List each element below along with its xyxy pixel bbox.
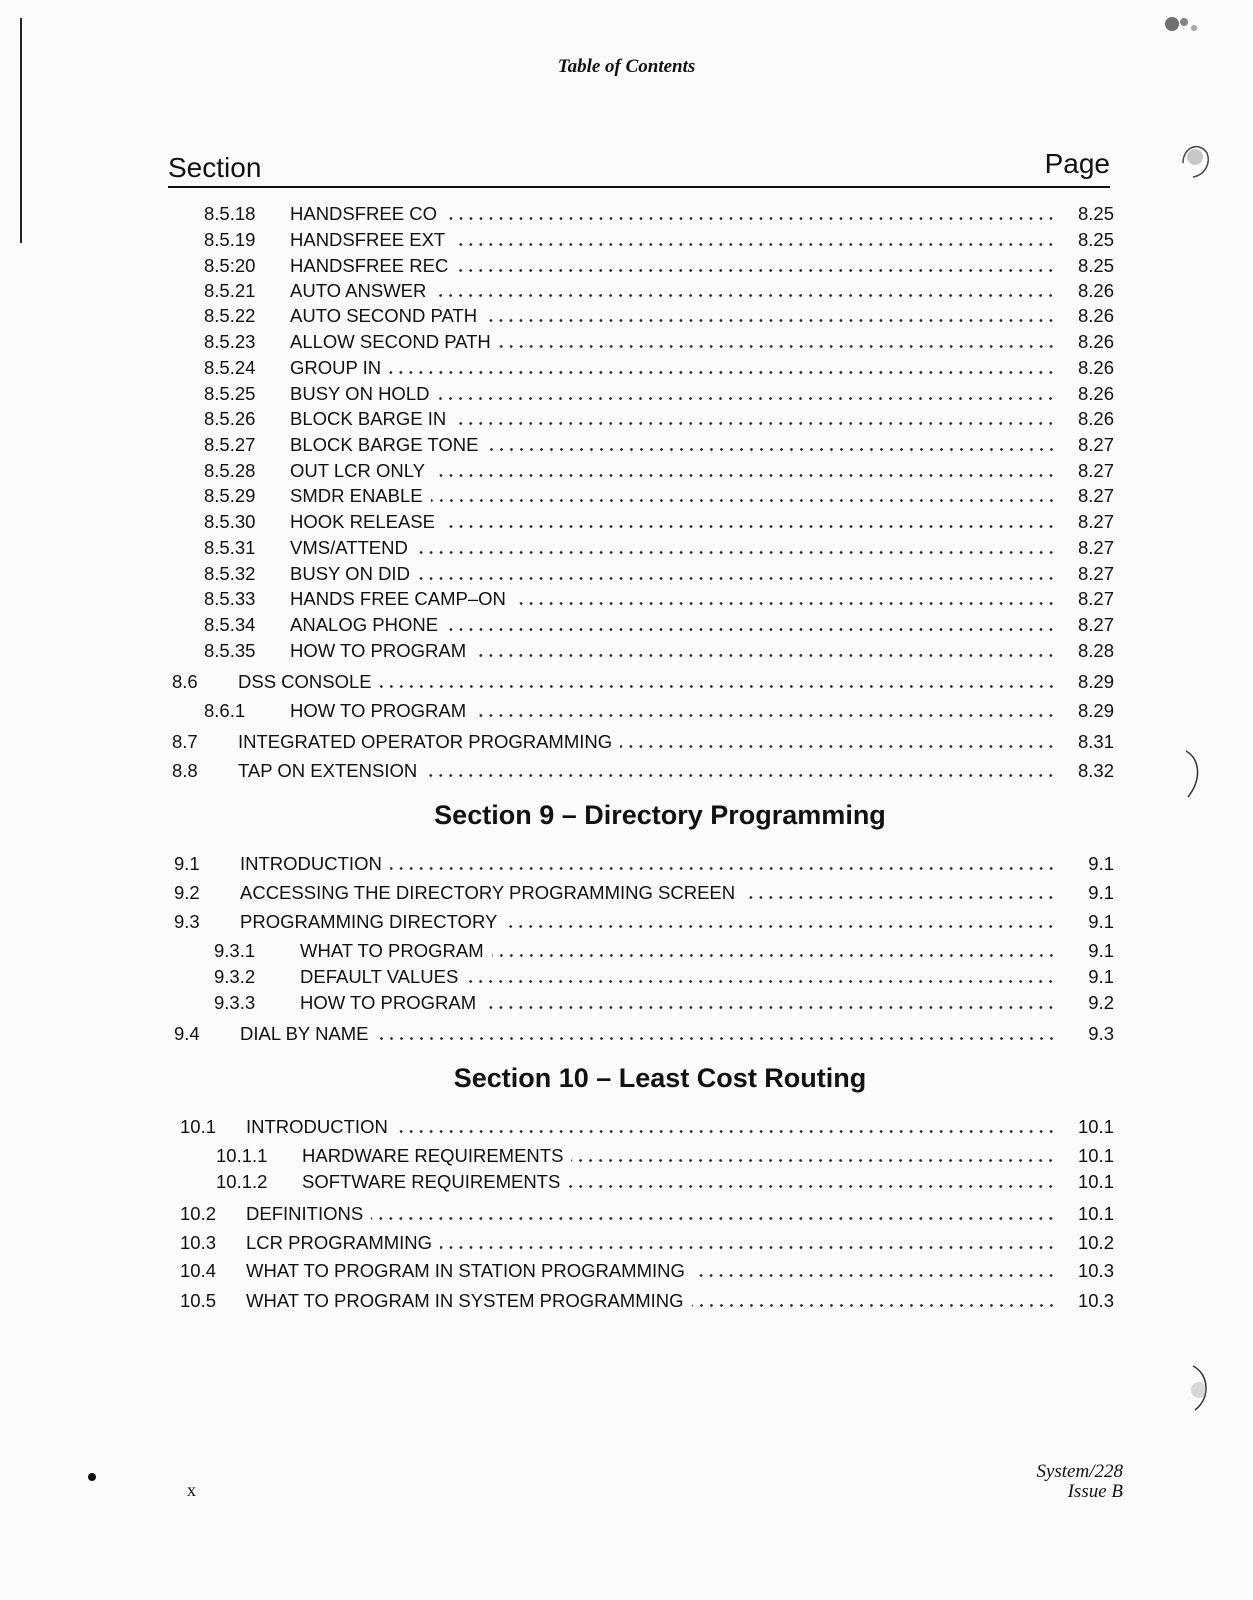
entry-number: 10.3	[180, 1232, 217, 1253]
dot-leader	[433, 473, 1056, 478]
toc-entry	[204, 302, 1114, 326]
entry-number: 8.7	[172, 731, 198, 752]
entry-title: TAP ON EXTENSION	[238, 760, 418, 781]
entry-title: BUSY ON HOLD	[290, 383, 430, 404]
entry-title: HOOK RELEASE	[290, 511, 435, 532]
entry-number: 10.5	[180, 1290, 217, 1311]
entry-number: 9.3.1	[214, 940, 256, 961]
entry-page: 10.2	[1077, 1232, 1114, 1253]
toc-entry	[204, 328, 1114, 352]
entry-number: 8.5.32	[204, 563, 256, 584]
toc-entry	[214, 989, 1114, 1013]
entry-page: 8.31	[1077, 731, 1114, 752]
entry-number: 8.5.30	[204, 511, 256, 532]
entry-title: INTEGRATED OPERATOR PROGRAMMING	[238, 731, 613, 752]
entry-title: WHAT TO PROGRAM IN STATION PROGRAMMING	[246, 1260, 685, 1281]
entry-page: 8.27	[1077, 614, 1114, 635]
entry-number: 8.8	[172, 760, 198, 781]
dot-leader	[499, 344, 1056, 349]
entry-page: 8.25	[1077, 203, 1114, 224]
entry-number: 9.3	[174, 911, 200, 932]
entry-title: HOW TO PROGRAM	[290, 640, 467, 661]
entry-number: 10.1	[180, 1116, 217, 1137]
entry-page: 8.28	[1077, 640, 1114, 661]
entry-title: AUTO SECOND PATH	[290, 305, 478, 326]
dot-leader	[492, 953, 1056, 958]
dot-leader	[571, 1158, 1056, 1163]
entry-page: 10.1	[1077, 1116, 1114, 1137]
entry-number: 8.5.18	[204, 203, 256, 224]
dot-leader	[453, 242, 1056, 247]
entry-title: GROUP IN	[290, 357, 382, 378]
toc-entry	[204, 508, 1114, 532]
entry-title: DEFINITIONS	[246, 1203, 364, 1224]
entry-number: 9.3.3	[214, 992, 256, 1013]
entry-title: ALLOW SECOND PATH	[290, 331, 491, 352]
entry-title: HARDWARE REQUIREMENTS	[302, 1145, 564, 1166]
entry-title: HANDS FREE CAMP–ON	[290, 588, 506, 609]
entry-title: VMS/ATTEND	[290, 537, 408, 558]
dot-leader	[425, 773, 1056, 778]
entry-number: 8.5.26	[204, 408, 256, 429]
entry-page: 9.1	[1088, 940, 1114, 961]
entry-page: 8.26	[1077, 280, 1114, 301]
entry-page: 8.27	[1077, 537, 1114, 558]
entry-number: 8.5.25	[204, 383, 256, 404]
entry-title: OUT LCR ONLY	[290, 460, 426, 481]
entry-number: 9.2	[174, 882, 200, 903]
dot-leader	[440, 1245, 1056, 1250]
entry-number: 8.5.34	[204, 614, 256, 635]
toc-entry	[204, 534, 1114, 558]
section-9-heading: Section 9 – Directory Programming	[434, 800, 886, 830]
toc-entry	[204, 560, 1114, 584]
section-column-label: Section	[168, 152, 262, 183]
entry-title: BLOCK BARGE IN	[290, 408, 447, 429]
dot-leader	[505, 924, 1056, 929]
entry-number: 8.5.22	[204, 305, 256, 326]
entry-page: 8.26	[1077, 305, 1114, 326]
binder-edge-line	[20, 18, 22, 243]
entry-number: 10.1.1	[216, 1145, 268, 1166]
entry-title: HANDSFREE REC	[290, 255, 449, 276]
entry-page: 8.27	[1077, 563, 1114, 584]
dot-leader	[443, 524, 1056, 529]
entry-page: 8.26	[1077, 408, 1114, 429]
toc-entry	[214, 937, 1114, 961]
dot-leader	[474, 653, 1056, 658]
entry-title: WHAT TO PROGRAM	[300, 940, 484, 961]
dot-leader	[485, 318, 1056, 323]
toc-entry	[180, 1113, 1114, 1137]
dot-leader	[390, 866, 1056, 871]
dot-leader	[454, 421, 1056, 426]
dot-leader	[431, 498, 1056, 503]
toc-entry	[204, 637, 1114, 661]
entry-number: 8.5.29	[204, 485, 256, 506]
entry-page: 8.25	[1077, 255, 1114, 276]
entry-number: 8.6	[172, 671, 198, 692]
entry-title: HANDSFREE EXT	[290, 229, 446, 250]
entry-number: 8.5.28	[204, 460, 256, 481]
entry-page: 8.27	[1077, 588, 1114, 609]
dot-leader	[434, 293, 1056, 298]
entry-page: 10.3	[1077, 1260, 1114, 1281]
dot-leader	[396, 1129, 1056, 1134]
entry-number: 8.5.33	[204, 588, 256, 609]
dot-leader	[416, 550, 1056, 555]
toc-entry	[204, 200, 1114, 224]
entry-page: 8.32	[1077, 760, 1114, 781]
toc-entry	[204, 354, 1114, 378]
entry-title: LCR PROGRAMMING	[246, 1232, 433, 1253]
toc-entry	[204, 482, 1114, 506]
entry-page: 9.2	[1088, 992, 1114, 1013]
toc-entry	[204, 226, 1114, 250]
entry-page: 8.27	[1077, 460, 1114, 481]
dot-leader	[568, 1184, 1056, 1189]
entry-number: 10.1.2	[216, 1171, 268, 1192]
entry-title: BUSY ON DID	[290, 563, 410, 584]
entry-number: 8.5:20	[204, 255, 256, 276]
entry-title: AUTO ANSWER	[290, 280, 427, 301]
entry-number: 8.6.1	[204, 700, 246, 721]
entry-number: 8.5.23	[204, 331, 256, 352]
entry-number: 8.5.21	[204, 280, 256, 301]
entry-title: BLOCK BARGE TONE	[290, 434, 479, 455]
toc-entry	[204, 585, 1114, 609]
document-id	[1036, 1462, 1123, 1502]
toc-entry	[216, 1168, 1114, 1192]
toc-entry	[180, 1287, 1114, 1311]
dot-leader	[620, 744, 1056, 749]
entry-number: 8.5.27	[204, 434, 256, 455]
toc-entry	[204, 252, 1114, 276]
dot-leader	[437, 396, 1056, 401]
dot-leader	[418, 576, 1056, 581]
entry-title: WHAT TO PROGRAM IN SYSTEM PROGRAMMING	[246, 1290, 684, 1311]
section-10-heading: Section 10 – Least Cost Routing	[453, 1063, 867, 1093]
entry-title: INTRODUCTION	[240, 853, 382, 874]
entry-page: 9.1	[1088, 911, 1114, 932]
entry-title: HOW TO PROGRAM	[290, 700, 467, 721]
toc-entry	[180, 1200, 1114, 1224]
dot-leader	[484, 1005, 1056, 1010]
product-name: System/228	[1036, 1461, 1123, 1482]
page-column-label: Page	[1044, 148, 1110, 179]
entry-title: PROGRAMMING DIRECTORY	[240, 911, 498, 932]
entry-page: 8.26	[1077, 331, 1114, 352]
entry-title: HANDSFREE CO	[290, 203, 437, 224]
punch-hole-icon-2	[1180, 745, 1210, 805]
entry-title: DIAL BY NAME	[240, 1023, 369, 1044]
toc-entry	[180, 1257, 1114, 1281]
toc-entry	[204, 611, 1114, 635]
entry-page: 8.29	[1077, 671, 1114, 692]
entry-number: 8.5.31	[204, 537, 256, 558]
dot-leader	[487, 447, 1057, 452]
toc-entry	[174, 879, 1114, 903]
entry-title: INTRODUCTION	[246, 1116, 388, 1137]
toc-entry	[174, 1020, 1114, 1044]
entry-number: 9.4	[174, 1023, 200, 1044]
punch-hole-icon-3	[1185, 1360, 1225, 1420]
toc-entry	[180, 1229, 1114, 1253]
entry-title: DSS CONSOLE	[238, 671, 372, 692]
entry-page: 8.27	[1077, 511, 1114, 532]
entry-title: DEFAULT VALUES	[300, 966, 459, 987]
entry-page: 9.1	[1088, 882, 1114, 903]
entry-page: 9.1	[1088, 853, 1114, 874]
entry-page: 10.3	[1077, 1290, 1114, 1311]
entry-title: ACCESSING THE DIRECTORY PROGRAMMING SCREEN	[240, 882, 736, 903]
dot-leader	[380, 684, 1056, 689]
toc-entry	[216, 1142, 1114, 1166]
entry-number: 9.3.2	[214, 966, 256, 987]
entry-page: 8.29	[1077, 700, 1114, 721]
running-head: Table of Contents	[557, 56, 696, 77]
entry-page: 8.27	[1077, 485, 1114, 506]
dot-leader	[466, 979, 1056, 984]
dot-leader	[474, 713, 1056, 718]
column-header	[168, 150, 1110, 188]
dot-leader	[371, 1216, 1056, 1221]
dot-leader	[389, 370, 1056, 375]
toc-entry	[204, 697, 1114, 721]
dot-leader	[743, 895, 1056, 900]
toc-entry	[204, 277, 1114, 301]
entry-page: 10.1	[1077, 1145, 1114, 1166]
entry-title: SMDR ENABLE	[290, 485, 423, 506]
punch-hole-icon	[1175, 135, 1215, 195]
toc-entry	[172, 728, 1114, 752]
dot-leader	[446, 627, 1056, 632]
entry-number: 10.4	[180, 1260, 217, 1281]
entry-page: 9.1	[1088, 966, 1114, 987]
entry-page: 8.26	[1077, 357, 1114, 378]
entry-page: 8.26	[1077, 383, 1114, 404]
toc-entry	[172, 757, 1114, 781]
entry-number: 8.5.24	[204, 357, 256, 378]
entry-title: SOFTWARE REQUIREMENTS	[302, 1171, 561, 1192]
dot-leader	[456, 268, 1056, 273]
entry-number: 9.1	[174, 853, 200, 874]
toc-entry	[174, 850, 1114, 874]
toc-entry	[174, 908, 1114, 932]
entry-number: 8.5.19	[204, 229, 256, 250]
entry-number: 8.5.35	[204, 640, 256, 661]
ink-dot-icon	[85, 1470, 99, 1484]
entry-page: 9.3	[1088, 1023, 1114, 1044]
entry-page: 10.1	[1077, 1171, 1114, 1192]
page-number: x	[187, 1480, 196, 1500]
toc-entry	[204, 380, 1114, 404]
toc-entry	[214, 963, 1114, 987]
entry-page: 8.27	[1077, 434, 1114, 455]
dot-leader	[514, 601, 1056, 606]
toc-entry	[204, 431, 1114, 455]
dot-leader	[377, 1036, 1056, 1041]
dot-leader	[693, 1273, 1056, 1278]
toc-entry	[204, 405, 1114, 429]
entry-title: HOW TO PROGRAM	[300, 992, 477, 1013]
dot-leader	[445, 216, 1056, 221]
toc-entry	[172, 668, 1114, 692]
entry-page: 8.25	[1077, 229, 1114, 250]
entry-page: 10.1	[1077, 1203, 1114, 1224]
entry-title: ANALOG PHONE	[290, 614, 439, 635]
dot-leader	[692, 1303, 1056, 1308]
issue-label: Issue B	[1067, 1481, 1123, 1502]
scan-speck-icon	[1150, 10, 1210, 40]
toc-entry	[204, 457, 1114, 481]
entry-number: 10.2	[180, 1203, 217, 1224]
